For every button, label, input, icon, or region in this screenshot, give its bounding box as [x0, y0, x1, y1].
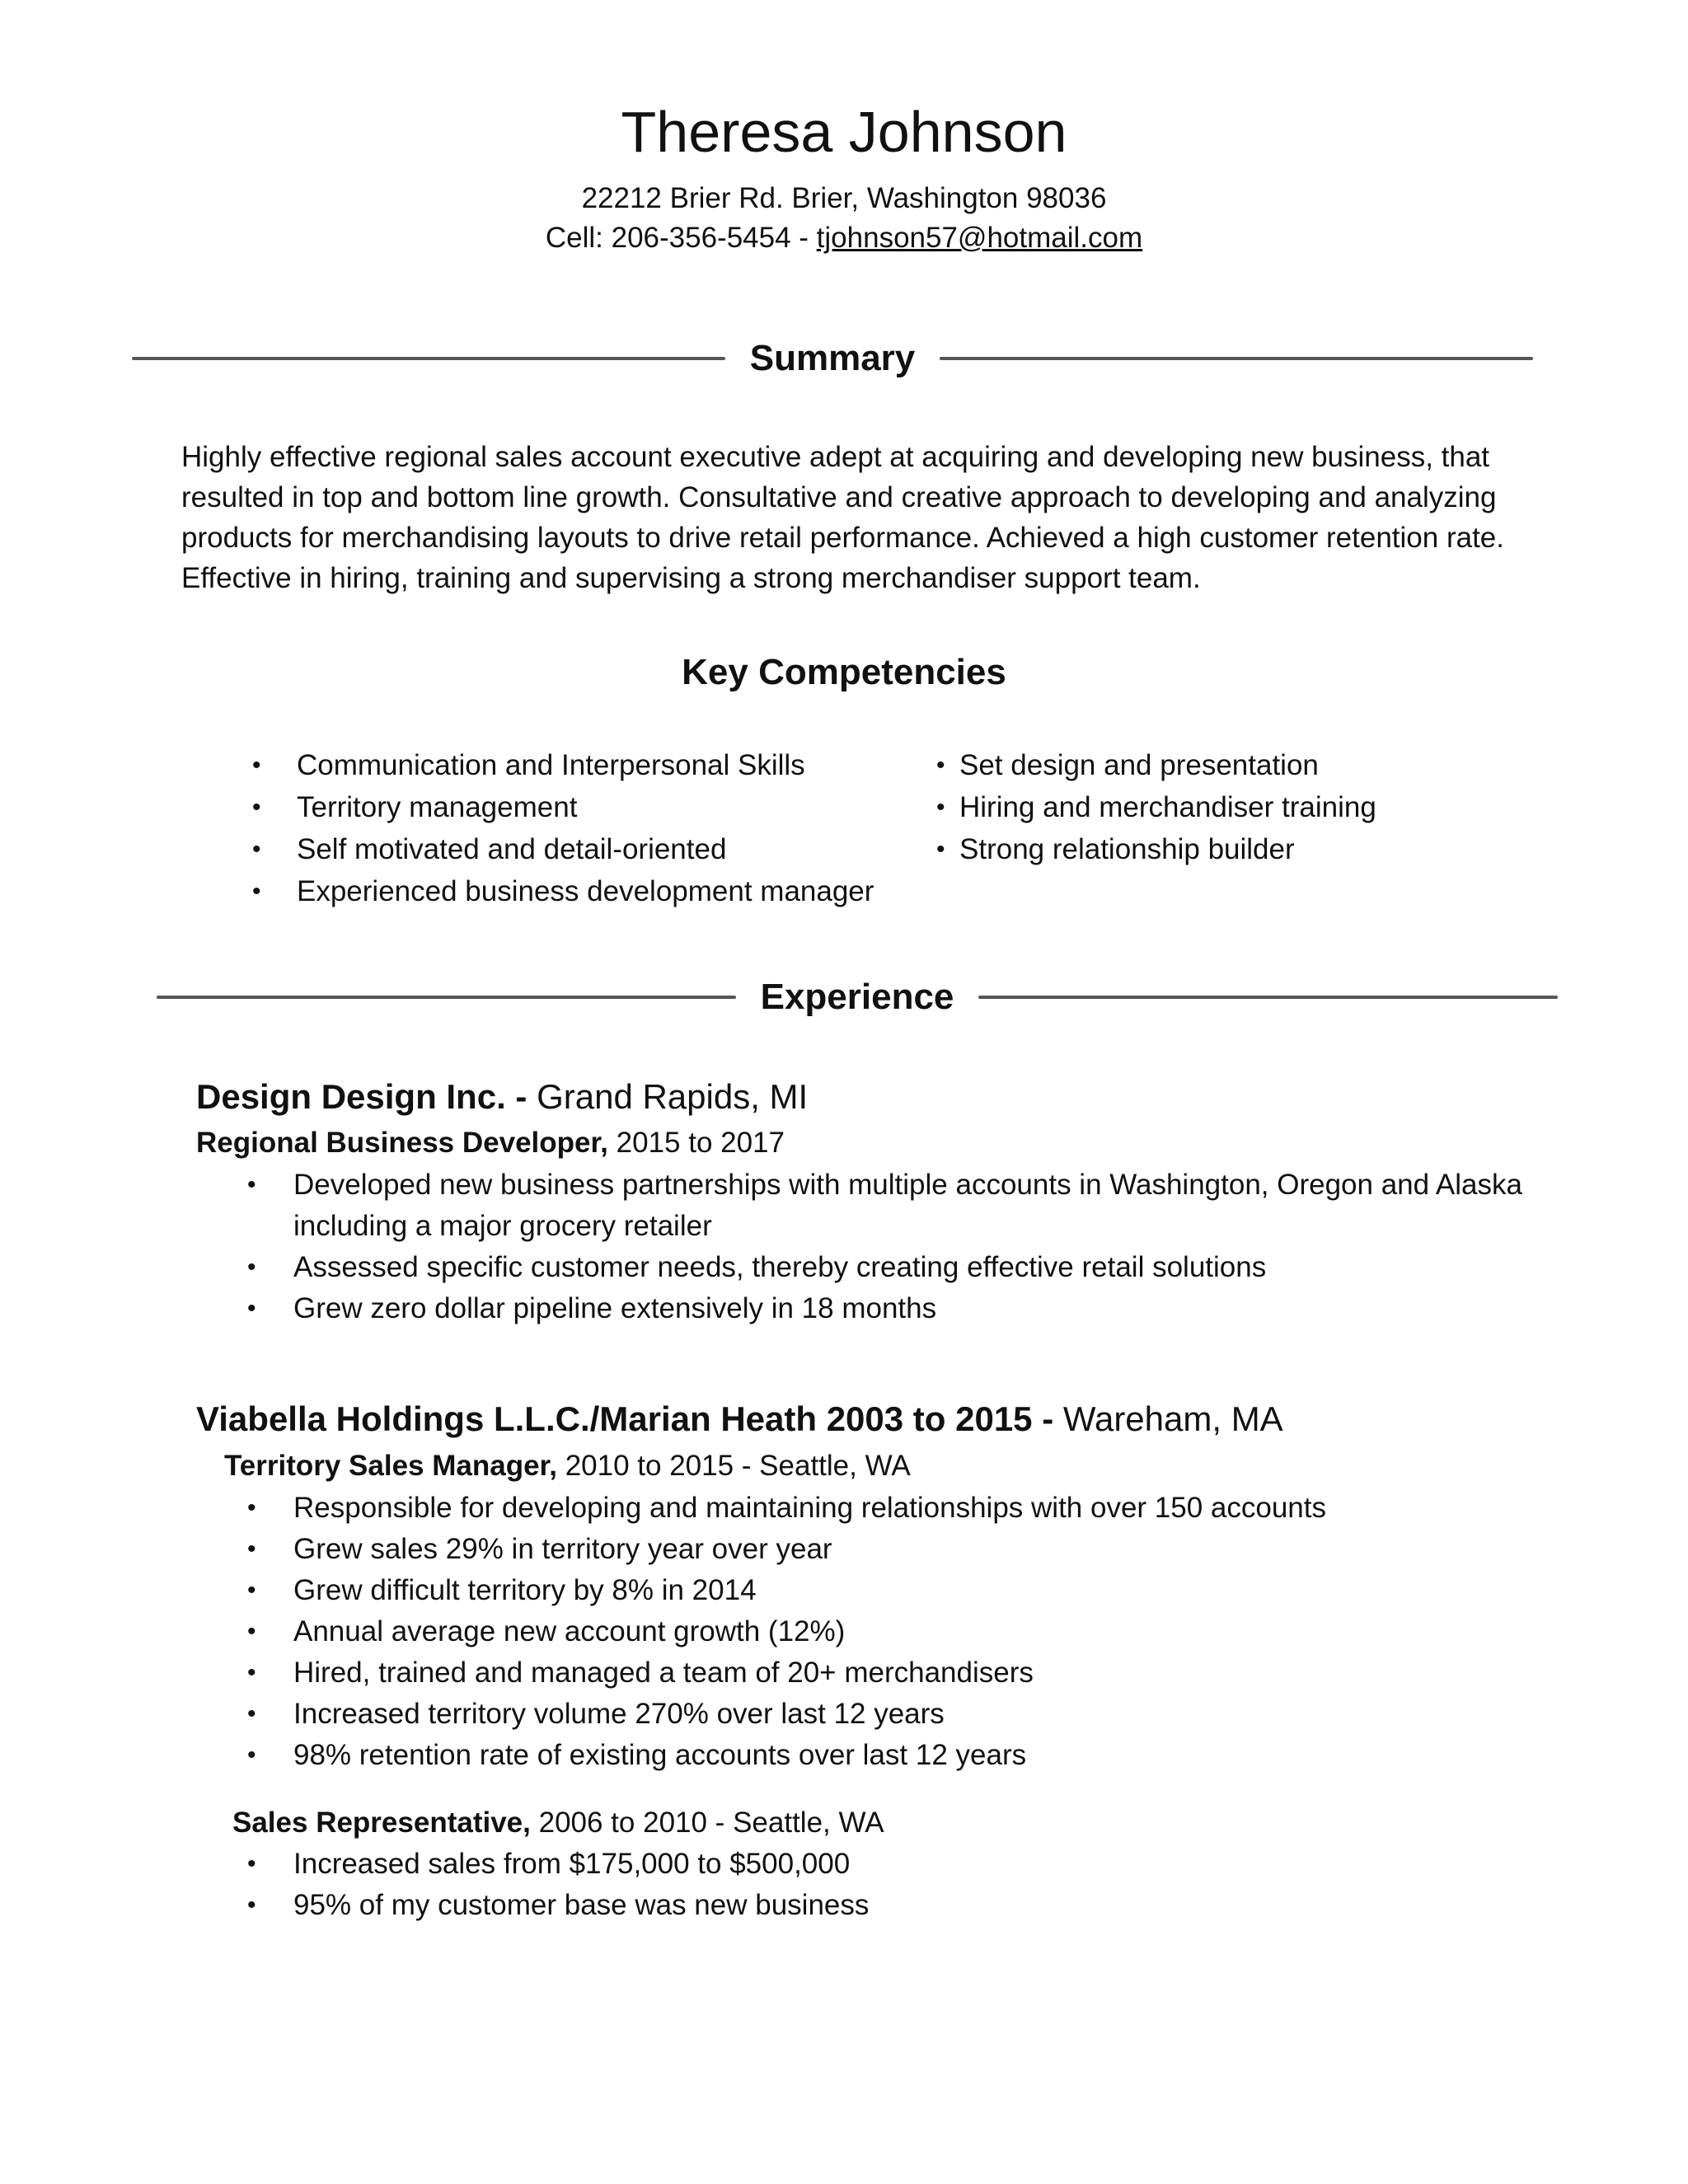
- bullet-icon: •: [247, 1700, 256, 1727]
- bullet-icon: •: [247, 1891, 256, 1919]
- experience-rule-left: [157, 996, 736, 999]
- competencies-title: Key Competencies: [682, 652, 1006, 692]
- job-bullet-list: [247, 1844, 1533, 1926]
- candidate-name: Theresa Johnson: [621, 100, 1067, 164]
- role-title: Regional Business Developer,: [196, 1127, 608, 1159]
- experience-header: [157, 972, 1558, 1022]
- list-item: • Experienced business development manager: [252, 870, 874, 912]
- list-item: • Developed new business partnerships with multiple accounts in Washington, Oregon and Alaska including a major grocery retailer: [247, 1165, 1533, 1247]
- list-item: • Assessed specific customer needs, thereby creating effective retail solutions: [247, 1247, 1533, 1288]
- list-item: • 95% of my customer base was new business: [247, 1885, 1533, 1926]
- list-item: • Grew sales 29% in territory year over year: [247, 1529, 1533, 1570]
- role-detail: 2006 to 2010 - Seattle, WA: [530, 1807, 884, 1839]
- list-item: • Grew zero dollar pipeline extensively in 18 months: [247, 1288, 1533, 1329]
- bullet-icon: •: [252, 752, 261, 779]
- bullet-icon: •: [247, 1254, 256, 1281]
- bullet-icon: •: [252, 878, 261, 905]
- bullet-icon: •: [247, 1741, 256, 1769]
- bullet-icon: •: [247, 1659, 256, 1686]
- list-item: • Increased sales from $175,000 to $500,000: [247, 1844, 1533, 1885]
- summary-text: Highly effective regional sales account executive adept at acquiring and developing new business, that resulted in top and bottom line growth. Consultative and creative approach to developing and analyzing products for merchandising layouts to drive retail performance. Achieved a high customer retention rate. Effective in hiring, training and supervising a strong merchandiser support team.: [181, 441, 1504, 594]
- list-item: • Set design and presentation: [936, 744, 1376, 786]
- summary-title: Summary: [749, 337, 916, 378]
- experience-rule-right: [978, 996, 1558, 999]
- role-title: Territory Sales Manager,: [224, 1450, 557, 1482]
- role-detail: 2015 to 2017: [607, 1127, 785, 1159]
- role-heading: [224, 1449, 911, 1483]
- company-heading: [196, 1076, 808, 1118]
- bullet-icon: •: [252, 794, 261, 821]
- experience-title: Experience: [760, 976, 954, 1017]
- role-heading: [196, 1126, 785, 1160]
- bullet-icon: •: [936, 752, 945, 779]
- list-item: • Increased territory volume 270% over last 12 years: [247, 1694, 1533, 1735]
- company-location: Wareham, MA: [1053, 1399, 1283, 1438]
- job-bullet-list: [247, 1165, 1533, 1329]
- bullet-icon: •: [247, 1535, 256, 1563]
- list-item: • Self motivated and detail-oriented: [252, 828, 874, 870]
- summary-rule-right: [940, 357, 1533, 360]
- list-item: • 98% retention rate of existing accounts over last 12 years: [247, 1735, 1533, 1776]
- list-item: • Grew difficult territory by 8% in 2014: [247, 1570, 1533, 1611]
- list-item: • Strong relationship builder: [936, 828, 1376, 870]
- bullet-icon: •: [247, 1171, 256, 1198]
- bullet-icon: •: [247, 1295, 256, 1322]
- email-link[interactable]: tjohnson57@hotmail.com: [816, 222, 1143, 254]
- bullet-icon: •: [247, 1577, 256, 1604]
- company-name: Design Design Inc. -: [196, 1077, 528, 1116]
- bullet-icon: •: [247, 1618, 256, 1645]
- bullet-icon: •: [936, 794, 945, 821]
- competencies-right-list: [936, 744, 1376, 870]
- role-title: Sales Representative,: [232, 1807, 531, 1839]
- bullet-icon: •: [936, 836, 945, 863]
- list-item: • Hired, trained and managed a team of 20+ merchandisers: [247, 1652, 1533, 1694]
- cell-phone: Cell: 206-356-5454 -: [545, 222, 817, 254]
- list-item: • Communication and Interpersonal Skills: [252, 744, 874, 786]
- summary-rule-left: [132, 357, 725, 360]
- list-item: • Annual average new account growth (12%): [247, 1611, 1533, 1652]
- company-name: Viabella Holdings L.L.C./Marian Heath 2003 to 2015 -: [196, 1399, 1054, 1438]
- bullet-icon: •: [247, 1494, 256, 1521]
- list-item: • Hiring and merchandiser training: [936, 786, 1376, 828]
- address: 22212 Brier Rd. Brier, Washington 98036: [581, 182, 1107, 214]
- company-heading: [196, 1399, 1283, 1440]
- role-heading: [232, 1806, 884, 1840]
- contact-line: [0, 221, 1688, 255]
- role-detail: 2010 to 2015 - Seattle, WA: [556, 1450, 911, 1482]
- summary-header: [132, 334, 1533, 383]
- bullet-icon: •: [252, 836, 261, 863]
- list-item: • Responsible for developing and maintaining relationships with over 150 accounts: [247, 1488, 1533, 1529]
- bullet-icon: •: [247, 1850, 256, 1877]
- company-location: Grand Rapids, MI: [527, 1077, 809, 1116]
- job-bullet-list: [247, 1488, 1533, 1776]
- competencies-left-list: [252, 744, 874, 912]
- list-item: • Territory management: [252, 786, 874, 828]
